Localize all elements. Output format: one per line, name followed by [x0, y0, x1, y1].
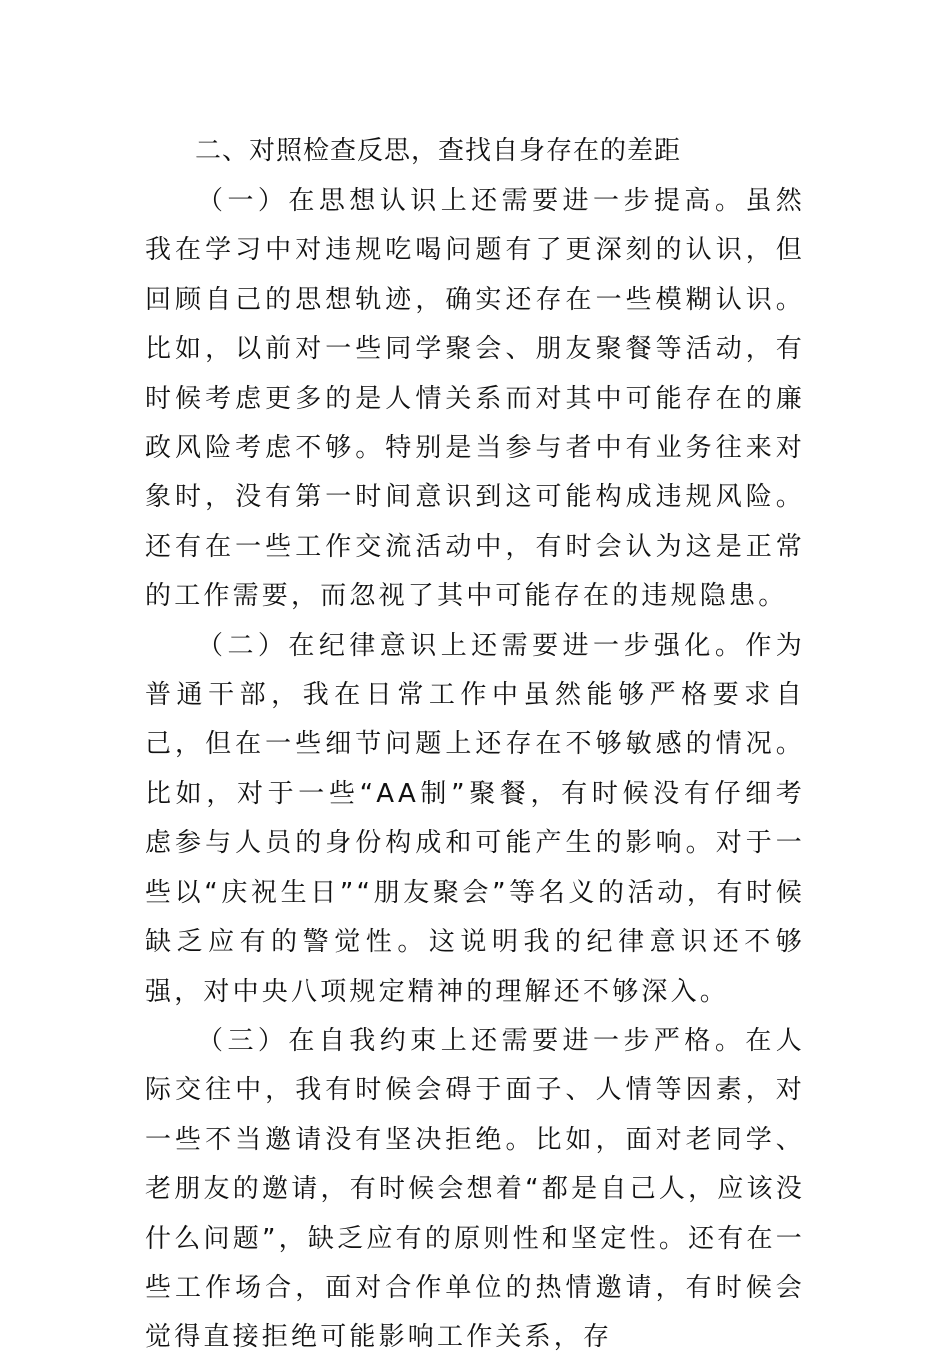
paragraph-3: （三）在自我约束上还需要进一步严格。在人际交往中，我有时候会碍于面子、人情等因素，对一些不当邀请没有坚决拒绝。比如，面对老同学、老朋友的邀请，有时候会想着“都是自己人，应该没什么问题”，缺乏应有的原则性和坚定性。还有在一些工作场合，面对合作单位的热情邀请，有时候会觉得直接拒绝可能影响工作关系，存	[145, 1025, 805, 1353]
paragraph-2: （二）在纪律意识上还需要进一步强化。作为普通干部，我在日常工作中虽然能够严格要求自己，但在一些细节问题上还存在不够敏感的情况。比如，对于一些“AA制”聚餐，有时候没有仔细考虑参与人员的身份构成和可能产生的影响。对于一些以“庆祝生日”“朋友聚会”等名义的活动，有时候缺乏应有的警觉性。这说明我的纪律意识还不够强，对中央八项规定精神的理解还不够深入。	[145, 630, 805, 1007]
section-heading: 二、对照检查反思，查找自身存在的差距	[195, 136, 682, 166]
document-body	[145, 177, 805, 1363]
paragraph-1: （一）在思想认识上还需要进一步提高。虽然我在学习中对违规吃喝问题有了更深刻的认识，但回顾自己的思想轨迹，确实还存在一些模糊认识。比如，以前对一些同学聚会、朋友聚餐等活动，有时候考虑更多的是人情关系而对其中可能存在的廉政风险考虑不够。特别是当参与者中有业务往来对象时，没有第一时间意识到这可能构成违规风险。还有在一些工作交流活动中，有时会认为这是正常的工作需要，而忽视了其中可能存在的违规隐患。	[145, 186, 805, 612]
